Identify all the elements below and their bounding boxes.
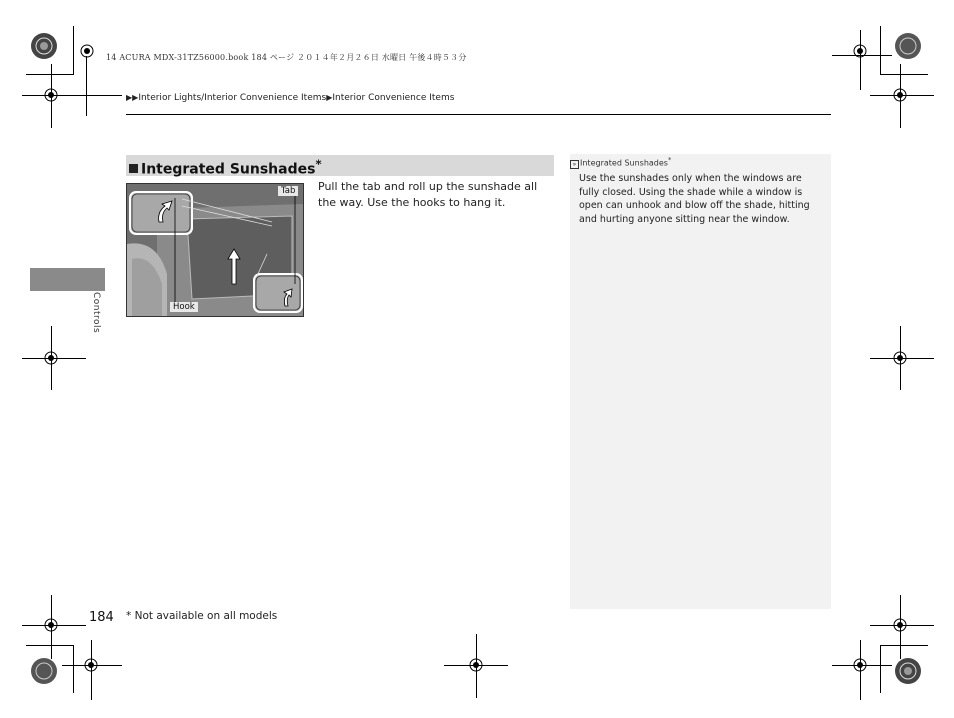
crosshair-icon xyxy=(466,655,486,675)
figure-label-hook: Hook xyxy=(170,302,198,312)
breadcrumb-link-interior-lights[interactable]: Interior Lights/Interior Convenience Items xyxy=(138,93,327,103)
crosshair-icon xyxy=(890,615,910,635)
crosshair-icon xyxy=(890,85,910,105)
sunshade-drawing xyxy=(127,184,303,316)
square-bullet-icon xyxy=(129,164,138,173)
crosshair-icon xyxy=(41,615,61,635)
breadcrumb xyxy=(126,93,454,103)
registration-target-icon xyxy=(28,655,60,687)
note-heading-star: * xyxy=(667,156,672,164)
crosshair-icon xyxy=(41,348,61,368)
registration-target-icon xyxy=(892,30,924,62)
breadcrumb-link-interior-convenience[interactable]: Interior Convenience Items xyxy=(332,93,455,103)
registration-target-icon xyxy=(892,655,924,687)
crosshair-icon xyxy=(77,41,97,61)
section-title-star: * xyxy=(315,157,322,171)
sunshade-illustration xyxy=(126,183,304,317)
crosshair-icon xyxy=(850,41,870,61)
breadcrumb-arrow: ▶▶ xyxy=(126,93,139,102)
crosshair-icon xyxy=(41,85,61,105)
crosshair-icon xyxy=(850,655,870,675)
note-text: Use the sunshades only when the windows are fully closed. Using the shade while a window is open can unhook and blow off the shade, hitting and hurting anyone sitting near the window. xyxy=(579,173,810,225)
header-rule xyxy=(126,114,831,115)
file-info-header: 14 ACURA MDX-31TZ56000.book 184 ページ ２０１４年２月２６日 水曜日 午後４時５３分 xyxy=(106,53,467,62)
instruction-text: Pull the tab and roll up the sunshade all the way. Use the hooks to hang it. xyxy=(318,180,538,209)
registration-target-icon xyxy=(28,30,60,62)
reference-arrow-icon: » xyxy=(570,160,579,169)
crosshair-icon xyxy=(890,348,910,368)
chapter-tab xyxy=(30,268,105,291)
footnote: * Not available on all models xyxy=(126,610,278,622)
figure-label-tab: Tab xyxy=(278,186,298,196)
chapter-label: Controls xyxy=(91,292,101,334)
breadcrumb-separator: ▶ xyxy=(326,93,333,102)
note-heading-text: Integrated Sunshades xyxy=(580,158,668,168)
section-title-text: Integrated Sunshades xyxy=(141,161,316,178)
section-title xyxy=(129,157,322,178)
crosshair-icon xyxy=(81,655,101,675)
page-number: 184 xyxy=(89,610,114,625)
note-heading xyxy=(570,156,671,169)
